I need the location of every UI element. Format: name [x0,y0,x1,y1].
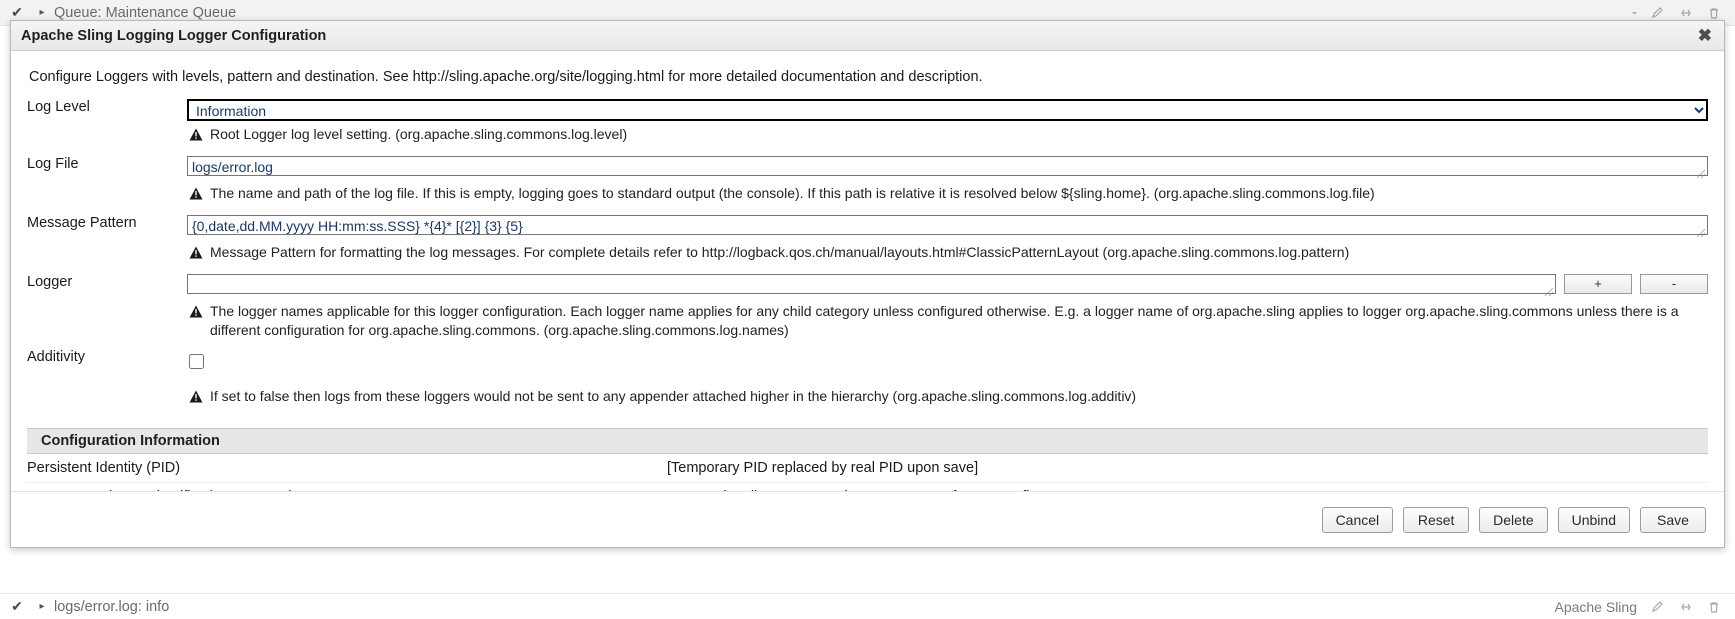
expand-arrow-icon[interactable]: ▸ [39,601,45,612]
configuration-form [27,99,1708,418]
dialog-description: Configure Loggers with levels, pattern and destination. See http://sling.apache.org/site/logging.html for more detailed documentation and description. [29,69,983,85]
pid-label: Persistent Identity (PID) [27,454,667,483]
hint-text: The logger names applicable for this logger configuration. Each logger name applies for any child category unless configured otherwise. E.g. a logger name of org.apache.sling applies to logger org.apache.sling.commons unless there is a different configuration for org.apache.sling.commons. (org.apache.sling.commons.log.names) [210,302,1679,338]
field-row-log-file [27,156,1708,215]
add-logger-button[interactable]: + [1564,274,1632,294]
hint-text: Message Pattern for formatting the log messages. For complete details refer to http://logback.qos.ch/manual/layouts.html#ClassicPatternLayout (org.apache.sling.commons.log.pattern) [210,243,1350,260]
check-icon: ✔ [11,598,23,614]
dash-label: - [1632,4,1637,21]
hint-logger [187,298,1708,350]
logger-names-input[interactable] [187,274,1556,294]
hint-log-file [187,180,1708,215]
label-log-file: Log File [27,155,79,172]
warning-icon [189,389,203,408]
hint-message-pattern [187,239,1708,274]
delete-icon[interactable] [1707,600,1721,614]
dialog-footer [11,491,1724,547]
logger-configuration-dialog [10,20,1725,548]
dialog-title: Apache Sling Logging Logger Configuration [21,27,327,44]
save-button[interactable]: Save [1640,507,1706,533]
edit-icon[interactable] [1651,6,1665,20]
apache-sling-brand: Apache Sling [1554,598,1637,615]
remove-logger-button[interactable]: - [1640,274,1708,294]
hint-text: The name and path of the log file. If this is empty, logging goes to standard output (the console). If this path is relative it is resolved below ${sling.home}. (org.apache.sling.commons.log.file) [210,184,1375,201]
warning-icon [189,127,203,146]
additivity-checkbox[interactable] [189,354,204,369]
log-level-select[interactable] [187,99,1708,121]
unbind-button[interactable]: Unbind [1558,507,1630,533]
hint-text: If set to false then logs from these loggers would not be sent to any appender attached higher in the hierarchy (org.apache.sling.commons.log.additiv) [210,388,1137,405]
label-logger: Logger [27,273,73,290]
delete-icon[interactable] [1707,6,1721,20]
warning-icon [189,186,203,205]
warning-icon [189,245,203,264]
pid-value: [Temporary PID replaced by real PID upon save] [667,454,1708,483]
label-additivity: Additivity [27,349,86,366]
field-row-message-pattern [27,215,1708,274]
field-row-logger [27,274,1708,350]
delete-button[interactable]: Delete [1479,507,1547,533]
field-row-log-level [27,99,1708,156]
warning-icon [189,304,203,323]
unbind-icon[interactable] [1679,6,1693,20]
label-log-level: Log Level [27,99,90,115]
edit-icon[interactable] [1651,600,1665,614]
label-message-pattern: Message Pattern [27,214,137,231]
log-file-input[interactable] [187,156,1708,176]
dialog-title-bar [11,21,1724,51]
unbind-icon[interactable] [1679,600,1693,614]
queue-label: Queue: Maintenance Queue [54,4,237,21]
close-icon[interactable]: ✖ [1697,26,1712,45]
check-icon: ✔ [11,4,23,20]
hint-log-level [187,121,1708,156]
expand-arrow-icon[interactable]: ▸ [39,7,45,18]
hint-text: Root Logger log level setting. (org.apache.sling.commons.log.level) [210,126,628,142]
table-row [27,454,1708,483]
configuration-information-heading: Configuration Information [27,428,1708,454]
hint-additivity [187,373,1708,418]
background-row-bottom[interactable] [0,593,1735,619]
field-row-additivity [27,349,1708,418]
message-pattern-input[interactable] [187,215,1708,235]
logger-entry-label: logs/error.log: info [54,598,170,615]
cancel-button[interactable]: Cancel [1322,507,1394,533]
reset-button[interactable]: Reset [1403,507,1469,533]
